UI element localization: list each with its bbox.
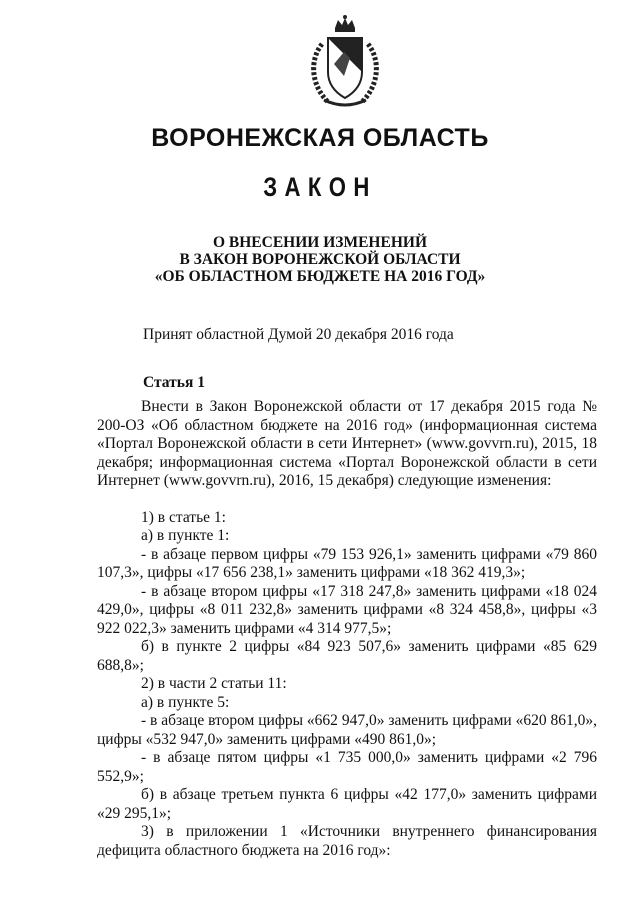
region-name: ВОРОНЕЖСКАЯ ОБЛАСТЬ	[151, 124, 489, 152]
law-title	[0, 234, 640, 285]
article-heading: Статья 1	[143, 374, 205, 391]
list-item: - в абзаце первом цифры «79 153 926,1» заменить цифрами «79 860 107,3», цифры «17 656 238,1» заменить цифрами «18 362 419,3»;	[97, 545, 597, 581]
list-item: а) в пункте 1:	[141, 527, 230, 544]
list-item: - в абзаце пятом цифры «1 735 000,0» заменить цифрами «2 796 552,9»;	[97, 749, 597, 785]
list-item: - в абзаце втором цифры «17 318 247,8» заменить цифрами «18 024 429,0», цифры «8 011 232,8» заменить цифрами «8 324 458,8», цифры «3 922 022,3» заменить цифрами «4 314 977,5»;	[97, 582, 597, 637]
article-body	[97, 398, 597, 860]
law-title-line: «ОБ ОБЛАСТНОМ БЮДЖЕТЕ НА 2016 ГОД»	[154, 268, 486, 285]
list-item: 2) в части 2 статьи 11:	[141, 675, 287, 692]
list-item: б) в пункте 2 цифры «84 923 507,6» заменить цифрами «85 629 688,8»;	[97, 638, 597, 674]
law-title-line: О ВНЕСЕНИИ ИЗМЕНЕНИЙ	[212, 234, 427, 251]
list-item: а) в пункте 5:	[141, 693, 230, 711]
coat-of-arms-emblem	[300, 14, 390, 112]
list-item: - в абзаце втором цифры «662 947,0» заменить цифрами «620 861,0», цифры «532 947,0» заменить цифрами «490 861,0»;	[97, 712, 597, 748]
list-item: б) в абзаце третьем пункта 6 цифры «42 177,0» заменить цифрами «29 295,1»;	[97, 786, 597, 822]
document-type: ЗАКОН	[263, 172, 377, 202]
law-title-line: В ЗАКОН ВОРОНЕЖСКОЙ ОБЛАСТИ	[179, 251, 461, 268]
list-item: 3) в приложении 1 «Источники внутреннего финансирования дефицита областного бюджета на 2016 год»:	[97, 823, 597, 859]
adoption-date: Принят областной Думой 20 декабря 2016 года	[143, 326, 454, 343]
article-intro: Внести в Закон Воронежской области от 17 декабря 2015 года № 200-ОЗ «Об областном бюджете на 2016 год» (информационная система «Портал Воронежской области в сети Интернет» (www.govvrn.ru), 2015, 18 декабря; информационная система «Портал Воронежской области в сети Интернет (www.govvrn.ru), 2016, 15 декабря) следующие изменения:	[97, 398, 597, 489]
list-item: 1) в статье 1:	[141, 508, 226, 526]
